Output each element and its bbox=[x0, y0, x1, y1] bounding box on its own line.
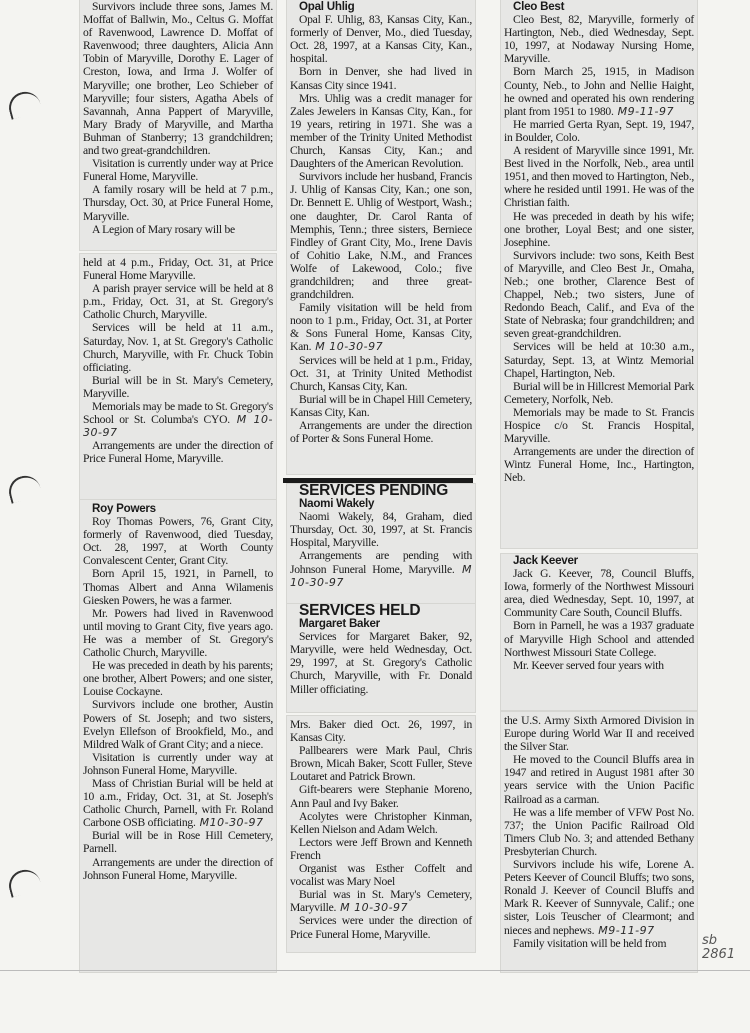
paragraph bbox=[83, 607, 273, 659]
paragraph bbox=[83, 439, 273, 465]
section-heading: SERVICES PENDING bbox=[299, 484, 449, 499]
paragraph-text: Born March 25, 1915, in Madison County, Neb., to John and Nellie Haight, he owned and operated his own rendering plant from 1951 to 1980. bbox=[504, 65, 694, 118]
paragraph bbox=[504, 249, 694, 341]
paragraph-text: Burial will be in Chapel Hill Cemetery, Kansas City, Kan. bbox=[290, 392, 472, 419]
obituary-title: Margaret Baker bbox=[299, 617, 380, 631]
margin-note-line: 2861 bbox=[702, 947, 736, 962]
column-rule bbox=[283, 478, 473, 483]
paragraph-text: He was preceded in death by his wife; one brother, Loyal Best; and one sister, Josephine. bbox=[504, 209, 694, 249]
paragraph-text: Mr. Powers had lived in Ravenwood until moving to Grant City, five years ago. He was a member of St. Gregory's Catholic Church, Maryville. bbox=[83, 606, 273, 660]
paragraph-text: Mr. Keever served four years with bbox=[513, 658, 664, 672]
clipping-text bbox=[290, 718, 472, 941]
paragraph bbox=[83, 829, 273, 855]
services-held-margaret-baker-a bbox=[287, 604, 475, 712]
paragraph bbox=[83, 223, 273, 236]
paragraph-text: A parish prayer service will be held at 8 p.m., Friday, Oct. 31, at St. Gregory's Catholic Church, Maryville. bbox=[83, 282, 273, 322]
paragraph bbox=[290, 92, 472, 171]
obituary-title: Naomi Wakely bbox=[299, 497, 375, 511]
paragraph bbox=[504, 340, 694, 379]
paragraph-text: Cleo Best, 82, Maryville, formerly of Hartington, Neb., died Wednesday, Sept. 10, 1997, at Nodaway Nursing Home, Maryville. bbox=[504, 13, 694, 66]
handwritten-date-note: M9-11-97 bbox=[613, 104, 675, 118]
paragraph-text: Survivors include: two sons, Keith Best of Maryville, and Cleo Best Jr., Omaha, Neb.; one brother, Clarence Best of Chappel, Neb.; two sisters, June of Redondo Beach, Calif., and Eva of the State of Nebraska; four grandchildren; and seven great-grandchildren. bbox=[504, 248, 694, 341]
paragraph-text: Services for Margaret Baker, 92, Maryville, were held Wednesday, Oct. 29, 1997, at St. Gregory's Catholic Church, Maryville, with Fr. Donald Miller officiating. bbox=[290, 630, 472, 696]
paragraph bbox=[290, 393, 472, 419]
section-heading: SERVICES HELD bbox=[299, 604, 421, 619]
paragraph-text: Memorials may be made to St. Gregory's School or St. Columba's CYO. bbox=[83, 400, 273, 427]
clipping-text bbox=[290, 13, 472, 445]
paragraph bbox=[504, 65, 694, 117]
paragraph bbox=[290, 630, 472, 695]
paragraph bbox=[504, 118, 694, 144]
paragraph-text: A Legion of Mary rosary will be bbox=[92, 222, 235, 236]
paragraph-text: held at 4 p.m., Friday, Oct. 31, at Price Funeral Home Maryville. bbox=[83, 256, 273, 283]
paragraph bbox=[504, 210, 694, 249]
paragraph-text: Memorials may be made to St. Francis Hospice c/o St. Francis Hospital, Maryville. bbox=[504, 405, 694, 446]
paragraph-text: Gift-bearers were Stephanie Moreno, Ann Paul and Ivy Baker. bbox=[290, 783, 472, 810]
paragraph bbox=[504, 858, 694, 937]
paragraph-text: Arrangements are under the direction of Wintz Funeral Home, Inc., Hartington, Neb. bbox=[504, 445, 694, 485]
paragraph bbox=[83, 282, 273, 321]
paragraph-text: the U.S. Army Sixth Armored Division in Europe during World War II and received the Silver Star. bbox=[504, 714, 694, 754]
paragraph-text: Services were under the direction of Price Funeral Home, Maryville. bbox=[290, 914, 472, 941]
paragraph-text: Jack G. Keever, 78, Council Bluffs, Iowa, formerly of the Northwest Missouri area, died Wednesday, Sept. 10, 1997, at Community Care South, Council Bluffs. bbox=[504, 567, 694, 620]
paragraph bbox=[504, 937, 694, 950]
services-pending-naomi-wakely bbox=[287, 484, 475, 604]
margin-note bbox=[702, 934, 735, 962]
punch-hole bbox=[5, 472, 42, 503]
obituary-title: Roy Powers bbox=[92, 502, 156, 515]
paragraph bbox=[504, 445, 694, 484]
paragraph bbox=[290, 301, 472, 353]
paragraph bbox=[83, 567, 273, 606]
paragraph-text: Born April 15, 1921, in Parnell, to Thomas Albert and Anna Wilamenis Giesken Powers, he was a farmer. bbox=[83, 567, 273, 607]
paragraph-text: A family rosary will be held at 7 p.m., Thursday, Oct. 30, at Price Funeral Home, Maryville. bbox=[83, 183, 273, 223]
paragraph-text: Lectors were Jeff Brown and Kenneth French bbox=[290, 835, 472, 862]
paragraph-text: Organist was Esther Coffelt and vocalist was Mary Noel bbox=[290, 862, 472, 889]
paragraph-text: Acolytes were Christopher Kinman, Kellen Nielson and Adam Welch. bbox=[290, 809, 472, 836]
paragraph bbox=[83, 256, 273, 282]
clipping-moffat-services bbox=[80, 254, 276, 502]
paragraph-text: Arrangements are under the direction of Johnson Funeral Home, Maryville. bbox=[83, 855, 273, 882]
paragraph bbox=[290, 718, 472, 744]
paragraph-text: Visitation is currently under way at Johnson Funeral Home, Maryville. bbox=[83, 750, 273, 777]
paragraph bbox=[290, 783, 472, 809]
paragraph bbox=[83, 856, 273, 882]
obituary-jack-keever-a bbox=[501, 554, 697, 710]
paragraph bbox=[83, 777, 273, 829]
paragraph bbox=[290, 354, 472, 393]
paragraph-text: Survivors include his wife, Lorene A. Peters Keever of Council Bluffs; two sons, Ronald J. Keever of Council Bluffs and Mark R. Keever of Sunnyvale, Calif.; one sister, Lois Teuscher of Clearmont; and nieces and nephews. bbox=[504, 858, 694, 937]
paragraph-text: Burial will be in Hillcrest Memorial Park Cemetery, Norfolk, Neb. bbox=[504, 379, 695, 406]
paragraph-text: He was preceded in death by his parents; one brother, Albert Powers; and one sister, Louise Cockayne. bbox=[83, 659, 273, 699]
obituary-jack-keever-b bbox=[501, 712, 697, 972]
paragraph bbox=[504, 13, 694, 65]
clipping-moffat-survivors bbox=[80, 0, 276, 250]
paragraph-text: Visitation is currently under way at Price Funeral Home, Maryville. bbox=[83, 157, 273, 184]
paragraph bbox=[83, 698, 273, 750]
paragraph-text: Roy Thomas Powers, 76, Grant City, formerly of Ravenwood, died Tuesday, Oct. 28, 1997, at Worth County Convalescent Center, Grant City. bbox=[83, 515, 273, 568]
paragraph-text: Arrangements are under the direction of Price Funeral Home, Maryville. bbox=[83, 439, 273, 466]
paragraph-text: Family visitation will be held from noon to 1 p.m., Friday, Oct. 31, at Porter & Sons Funeral Home, Kansas City, Kan. bbox=[290, 301, 472, 354]
paragraph-text: He married Gerta Ryan, Sept. 19, 1947, in Boulder, Colo. bbox=[504, 117, 694, 144]
paragraph-text: He moved to the Council Bluffs area in 1947 and retired in August 1981 after 30 years service with the Union Pacific Railroad as a carman. bbox=[504, 753, 694, 806]
margin-note-line: sb bbox=[702, 933, 718, 948]
paragraph bbox=[504, 753, 694, 805]
paragraph-text: Opal F. Uhlig, 83, Kansas City, Kan., formerly of Denver, Mo., died Tuesday, Oct. 28, 1997, at a Kansas City, Kan., hospital. bbox=[290, 13, 472, 66]
obituary-opal-uhlig bbox=[287, 0, 475, 474]
paragraph-text: Mass of Christian Burial will be held at 10 a.m., Friday, Oct. 31, at St. Joseph's Catholic Church, Parnell, with Fr. Roland Carbone OSB officiating. bbox=[83, 776, 273, 830]
paragraph bbox=[83, 157, 273, 183]
services-held-margaret-baker-b bbox=[287, 716, 475, 952]
page-edge-line bbox=[0, 970, 750, 971]
handwritten-date-note: M 10-30-97 bbox=[311, 340, 384, 354]
punch-hole bbox=[5, 866, 42, 897]
paragraph bbox=[83, 183, 273, 222]
paragraph-text: Born in Parnell, he was a 1937 graduate of Maryville High School and attended Northwest Missouri State College. bbox=[504, 619, 694, 659]
clipping-text bbox=[83, 256, 273, 466]
handwritten-date-note: M10-30-97 bbox=[195, 816, 264, 830]
paragraph-text: Survivors include her husband, Francis J. Uhlig of Kansas City, Kan.; one son, Dr. Bennett E. Uhlig of Westport, Wash.; one daughter, Dr. Carol Ranta of Memphis, Tenn.; three sisters, Berniece Findley of Grant City, Mo., Irene Davis of Cohitio Lake, N.M., and Frances Wolfe of Lakewood, Colo.; five grandchildren; and three great-grandchildren. bbox=[290, 170, 472, 302]
paragraph-text: Born in Denver, she had lived in Kansas City since 1941. bbox=[290, 65, 472, 92]
paragraph bbox=[83, 751, 273, 777]
paragraph bbox=[504, 619, 694, 658]
paragraph-text: Mrs. Uhlig was a credit manager for Zales Jewelers in Kansas City, Kan., for 19 years, retiring in 1971. She was a member of the Trinity United Methodist Church, Kansas City, Kan.; and Daughters of the American Revolution. bbox=[290, 91, 472, 171]
clipping-text bbox=[290, 630, 472, 695]
clipping-text bbox=[504, 567, 694, 672]
paragraph bbox=[290, 549, 472, 588]
paragraph-text: Family visitation will be held from bbox=[513, 936, 667, 950]
paragraph bbox=[290, 510, 472, 549]
paragraph-text: Burial was in St. Mary's Cemetery, Maryville. bbox=[290, 888, 472, 915]
clipping-text bbox=[504, 13, 694, 484]
handwritten-date-note: M 10-30-97 bbox=[290, 562, 472, 589]
paragraph bbox=[290, 419, 472, 445]
paragraph bbox=[290, 65, 472, 91]
paragraph bbox=[290, 170, 472, 301]
paragraph bbox=[290, 888, 472, 914]
handwritten-date-note: M 10-30-97 bbox=[336, 901, 409, 915]
paragraph bbox=[290, 810, 472, 836]
obituary-cleo-best bbox=[501, 0, 697, 548]
paragraph-text: Pallbearers were Mark Paul, Chris Brown, Micah Baker, Scott Fuller, Steve Loutaret and Patrick Brown. bbox=[290, 744, 472, 784]
paragraph bbox=[290, 862, 472, 888]
paragraph-text: He was a life member of VFW Post No. 737; the Union Pacific Railroad Old Timers Club No. 3; and attended Bethany Presbyterian Church. bbox=[504, 805, 694, 858]
paragraph-text: A resident of Maryville since 1991, Mr. Best lived in the Norfolk, Neb., area until 1951, and then moved to Hartington, Neb., where he resided until 1991. He was of the Christian faith. bbox=[504, 144, 694, 210]
paragraph bbox=[504, 659, 694, 672]
paragraph bbox=[83, 0, 273, 157]
paragraph bbox=[504, 567, 694, 619]
paragraph-text: Mrs. Baker died Oct. 26, 1997, in Kansas City. bbox=[290, 718, 472, 745]
punch-hole bbox=[5, 88, 42, 119]
paragraph bbox=[504, 380, 694, 406]
paragraph bbox=[504, 144, 694, 209]
paragraph-text: Arrangements are under the direction of Porter & Sons Funeral Home. bbox=[290, 419, 472, 446]
paragraph bbox=[504, 714, 694, 753]
paragraph bbox=[504, 406, 694, 445]
obituary-roy-powers bbox=[80, 500, 276, 972]
paragraph-text: Burial will be in St. Mary's Cemetery, Maryville. bbox=[83, 373, 273, 400]
obituary-title: Jack Keever bbox=[513, 554, 578, 567]
paragraph-text: Burial will be in Rose Hill Cemetery, Parnell. bbox=[83, 829, 273, 856]
paragraph-text: Services will be held at 1 p.m., Friday, Oct. 31, at Trinity United Methodist Church, Kansas City, Kan. bbox=[290, 353, 472, 393]
clipping-text bbox=[83, 0, 273, 236]
obituary-title: Cleo Best bbox=[513, 0, 565, 13]
paragraph bbox=[83, 400, 273, 439]
clipping-text bbox=[504, 714, 694, 950]
paragraph-text: Services will be held at 10:30 a.m., Saturday, Sept. 13, at Wintz Memorial Chapel, Hartington, Neb. bbox=[504, 340, 694, 380]
paragraph bbox=[290, 914, 472, 940]
paragraph-text: Survivors include three sons, James M. Moffat of Ballwin, Mo., Celtus G. Moffat of Ravenwood, Lawrence D. Moffat of Ravenwood; three daughters, Alicia Ann Tobin of Maryville, Dorothy E. Lager of Creston, Iowa, and Irma J. Wolfer of Maryville; one brother, Leo Schieber of Maryville; four sisters, Agatha Abels of Savannah, Anna Pappert of Maryville, Mary Brady of Maryville, and Martha Buhman of Stanberry; 13 grandchildren; and two great-grandchildren. bbox=[83, 0, 273, 158]
handwritten-date-note: M9-11-97 bbox=[594, 923, 655, 937]
paragraph bbox=[83, 515, 273, 567]
paragraph-text: Services will be held at 11 a.m., Saturday, Nov. 1, at St. Gregory's Catholic Church, Maryville, with Fr. Chuck Tobin officiating. bbox=[83, 321, 273, 374]
paragraph bbox=[290, 744, 472, 783]
obituary-title: Opal Uhlig bbox=[299, 0, 355, 13]
paragraph-text: Naomi Wakely, 84, Graham, died Thursday, Oct. 30, 1997, at St. Francis Hospital, Maryville. bbox=[290, 510, 472, 550]
paragraph bbox=[290, 836, 472, 862]
paragraph-text: Survivors include one brother, Austin Powers of St. Joseph; and two sisters, Evelyn Ellefson of Brookfield, Mo., and Mildred Walk of Grant City; and a niece. bbox=[83, 698, 273, 751]
paragraph-text: Arrangements are pending with Johnson Funeral Home, Maryville. bbox=[290, 549, 472, 576]
paragraph bbox=[504, 806, 694, 858]
clipping-text bbox=[290, 510, 472, 589]
clipping-text bbox=[83, 515, 273, 882]
paragraph bbox=[83, 659, 273, 698]
paragraph bbox=[83, 321, 273, 373]
paragraph bbox=[83, 374, 273, 400]
paragraph bbox=[290, 13, 472, 65]
handwritten-date-note: M 10-30-97 bbox=[83, 413, 274, 440]
